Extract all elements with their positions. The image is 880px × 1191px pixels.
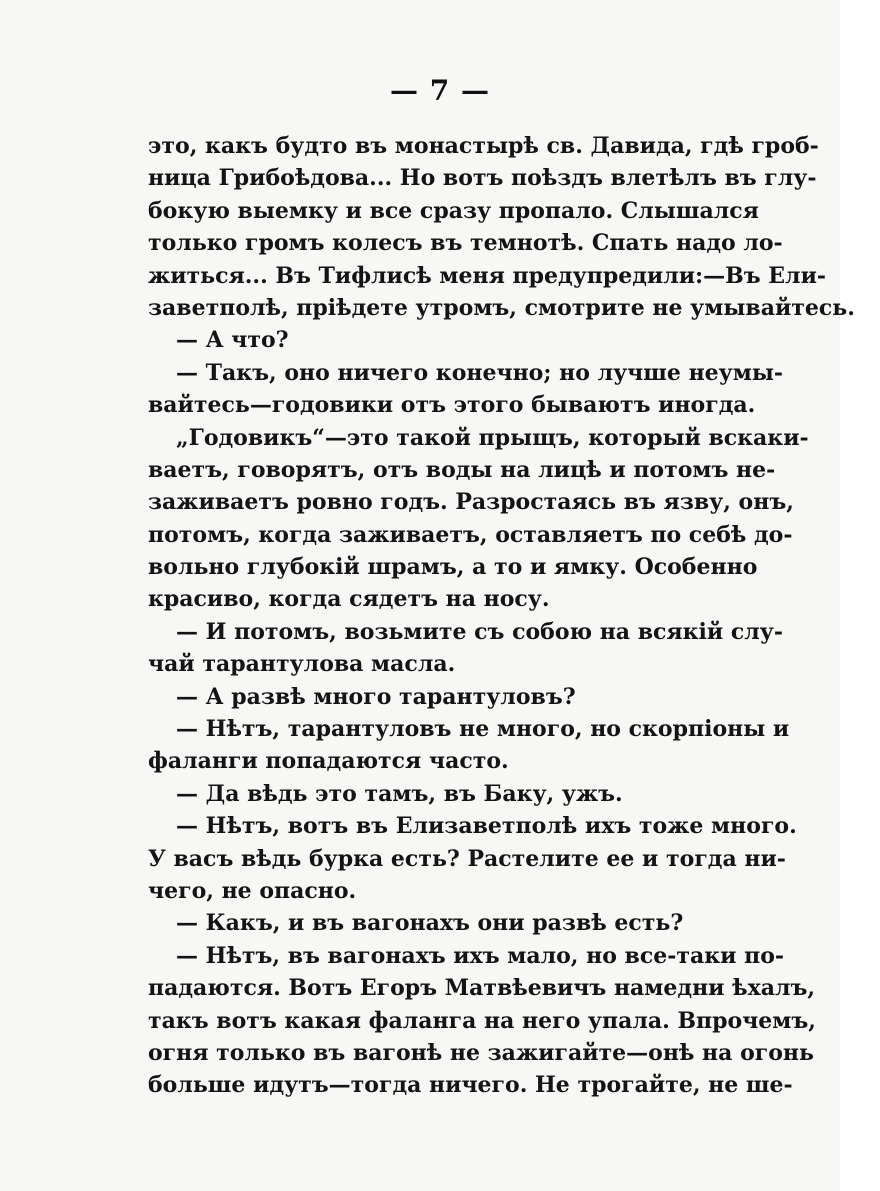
text-line: это, какъ будто въ монастырѣ св. Давида, гдѣ гроб- <box>148 133 819 159</box>
text-line: фаланги попадаются часто. <box>148 748 509 775</box>
text-line: вайтесь—годовики отъ этого бываютъ иногда. <box>148 392 756 419</box>
text-line: — Такъ, оно ничего конечно; но лучше неумы- <box>176 359 784 386</box>
text-line: — Да вѣдь это тамъ, въ Баку, ужъ. <box>176 780 623 807</box>
text-line: — Нѣтъ, тарантуловъ не много, но скорпiоны и <box>176 716 790 743</box>
body-text <box>148 130 855 1102</box>
text-line: только громъ колесъ въ темнотѣ. Спать надо ло- <box>148 230 783 257</box>
text-line: ница Грибоѣдова... Но вотъ поѣздъ влетѣлъ въ глу- <box>148 165 817 192</box>
text-line: — Нѣтъ, въ вагонахъ ихъ мало, но все-таки по- <box>176 942 785 969</box>
text-line: — Какъ, и въ вагонахъ они развѣ есть? <box>176 910 684 937</box>
text-line: — А что? <box>176 327 289 354</box>
text-line: — Нѣтъ, вотъ въ Елизаветполѣ ихъ тоже много. <box>176 813 797 840</box>
text-line: чай тарантулова масла. <box>148 651 456 678</box>
text-line: — А развѣ много тарантуловъ? <box>176 683 576 710</box>
text-line: чего, не опасно. <box>148 877 357 904</box>
text-line: заветполѣ, прiѣдете утромъ, смотрите не умывайтесь. <box>148 294 855 321</box>
text-line: У васъ вѣдь бурка есть? Растелите ее и тогда ни- <box>148 845 786 872</box>
text-line: больше идутъ—тогда ничего. Не трогайте, не ше- <box>148 1072 793 1099</box>
text-line: красиво, когда сядетъ на носу. <box>148 586 550 613</box>
text-line: потомъ, когда заживаетъ, оставляетъ по себѣ до- <box>148 521 793 548</box>
text-line: такъ вотъ какая фаланга на него упала. Впрочемъ, <box>148 1007 816 1034</box>
text-line: огня только въ вагонѣ не зажигайте—онѣ на огонь <box>148 1039 814 1066</box>
text-line: „Годовикъ“—это такой прыщъ, который вскаки- <box>176 424 809 451</box>
text-line: — И потомъ, возьмите съ собою на всякiй слу- <box>176 618 783 645</box>
text-line: ваетъ, говорятъ, отъ воды на лицѣ и потомъ не- <box>148 456 776 483</box>
text-line: вольно глубокiй шрамъ, а то и ямку. Особенно <box>148 554 758 581</box>
text-line: заживаетъ ровно годъ. Разростаясь въ язву, онъ, <box>148 489 794 516</box>
text-line: житься... Въ Тифлисѣ меня предупредили:—Въ Ели- <box>148 262 827 289</box>
text-line: падаются. Вотъ Егоръ Матвѣевичъ намедни ѣхалъ, <box>148 975 816 1002</box>
text-line: бокую выемку и все сразу пропало. Слышался <box>148 197 759 224</box>
page-number: — 7 — <box>390 74 490 107</box>
